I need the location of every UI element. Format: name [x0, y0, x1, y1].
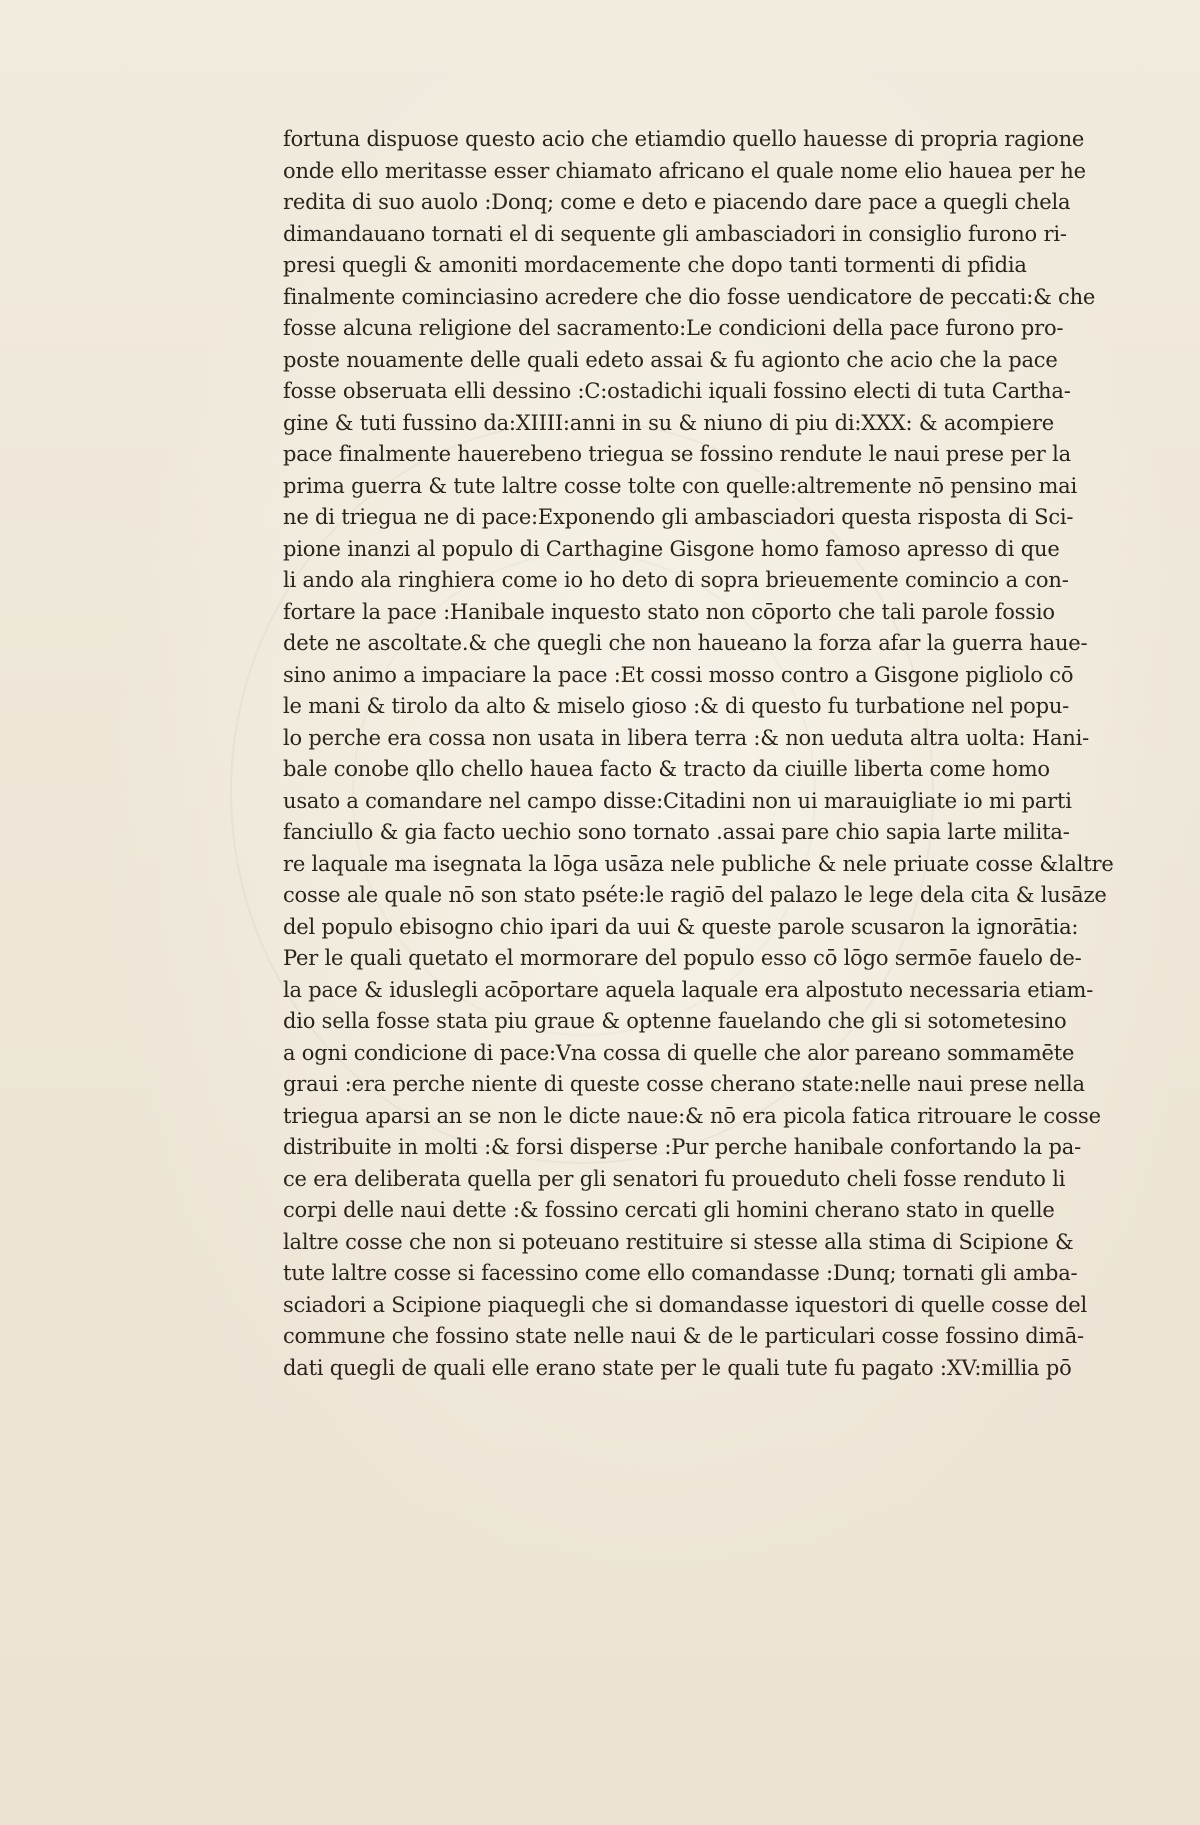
- text-line: cosse ale quale nō son stato pséte:le ragiō del palazo le lege dela cita & lusāze: [283, 883, 1107, 907]
- text-line: fanciullo & gia facto uechio sono tornato .assai pare chio sapia larte milita-: [283, 820, 1070, 844]
- text-line: sciadori a Scipione piaquegli che si domandasse iquestori di quelle cosse del: [283, 1292, 1088, 1317]
- text-line: bale conobe qllo chello hauea facto & tracto da ciuille liberta come homo: [283, 757, 1050, 781]
- text-line: ne di triegua ne di pace:Exponendo gli ambasciadori questa risposta di Sci-: [283, 505, 1074, 529]
- text-line: usato a comandare nel campo disse:Citadini non ui marauigliate io mi parti: [283, 788, 1072, 813]
- printed-text-block: [283, 124, 1123, 1384]
- text-line: a ogni condicione di pace:Vna cossa di quelle che alor pareano sommamēte: [283, 1040, 1075, 1065]
- text-line: onde ello meritasse esser chiamato africano el quale nome elio hauea per he: [283, 158, 1086, 183]
- text-line: le mani & tirolo da alto & miselo gioso :& di questo fu turbatione nel popu-: [283, 694, 1070, 718]
- text-line: pione inanzi al populo di Carthagine Gisgone homo famoso apresso di que: [283, 536, 1060, 561]
- text-line: tute laltre cosse si facessino come ello comandasse :Dunq; tornati gli amba-: [283, 1261, 1078, 1285]
- text-line: dete ne ascoltate.& che quegli che non haueano la forza afar la guerra haue-: [283, 631, 1088, 655]
- text-line: li ando ala ringhiera come io ho deto di sopra brieuemente comincio a con-: [283, 568, 1069, 592]
- text-line: fosse alcuna religione del sacramento:Le condicioni della pace furono pro-: [283, 316, 1064, 340]
- text-line: finalmente cominciasino acredere che dio fosse uendicatore de peccati:& che: [283, 284, 1096, 309]
- text-line: fosse obseruata elli dessino :C:ostadichi iquali fossino electi di tuta Cartha-: [283, 379, 1071, 403]
- text-line: pace finalmente hauerebeno triegua se fossino rendute le naui prese per la: [283, 442, 1071, 466]
- text-line: distribuite in molti :& forsi disperse :Pur perche hanibale confortando la pa-: [283, 1135, 1081, 1159]
- text-line: dimandauano tornati el di sequente gli ambasciadori in consiglio furono ri-: [283, 221, 1067, 246]
- text-line: triegua aparsi an se non le dicte naue:& nō era picola fatica ritrouare le cosse: [283, 1103, 1101, 1128]
- text-line: lo perche era cossa non usata in libera terra :& non ueduta altra uolta: Hani-: [283, 725, 1090, 750]
- text-line: laltre cosse che non si poteuano restituire si stesse alla stima di Scipione &: [283, 1229, 1074, 1254]
- text-line: gine & tuti fussino da:XIIII:anni in su & niuno di piu di:XXX: & acompiere: [283, 410, 1054, 435]
- text-line: redita di suo auolo :Donq; come e deto e piacendo dare pace a quegli chela: [283, 190, 1071, 214]
- text-line: ce era deliberata quella per gli senatori fu proueduto cheli fosse renduto li: [283, 1166, 1066, 1191]
- text-line: la pace & iduslegli acōportare aquela laquale era alpostuto necessaria etiam-: [283, 977, 1094, 1002]
- text-line: del populo ebisogno chio ipari da uui & queste parole scusaron la ignorātia:: [283, 914, 1079, 939]
- text-line: dati quegli de quali elle erano state per le quali tute fu pagato :XV:millia pō: [283, 1355, 1072, 1380]
- text-line: poste nouamente delle quali edeto assai & fu agionto che acio che la pace: [283, 347, 1058, 372]
- text-line: presi quegli & amoniti mordacemente che dopo tanti tormenti di pfidia: [283, 253, 1027, 277]
- text-line: fortare la pace :Hanibale inquesto stato non cōporto che tali parole fossio: [283, 599, 1055, 624]
- text-line: prima guerra & tute laltre cosse tolte con quelle:altremente nō pensino mai: [283, 473, 1077, 498]
- text-line: commune che fossino state nelle naui & de le particulari cosse fossino dimā-: [283, 1324, 1084, 1348]
- text-line: dio sella fosse stata piu graue & optenne fauelando che gli si sotometesino: [283, 1009, 1067, 1033]
- text-line: re laquale ma isegnata la lōga usāza nele publiche & nele priuate cosse &laltre: [283, 851, 1114, 876]
- text-line: sino animo a impaciare la pace :Et cossi mosso contro a Gisgone pigliolo cō: [283, 662, 1074, 687]
- text-line: corpi delle naui dette :& fossino cercati gli homini cherano stato in quelle: [283, 1198, 1055, 1222]
- text-line: fortuna dispuose questo acio che etiamdio quello hauesse di propria ragione: [283, 127, 1085, 151]
- text-line: graui :era perche niente di queste cosse cherano state:nelle naui prese nella: [283, 1072, 1085, 1096]
- text-line: Per le quali quetato el mormorare del populo esso cō lōgo sermōe fauelo de-: [283, 946, 1082, 970]
